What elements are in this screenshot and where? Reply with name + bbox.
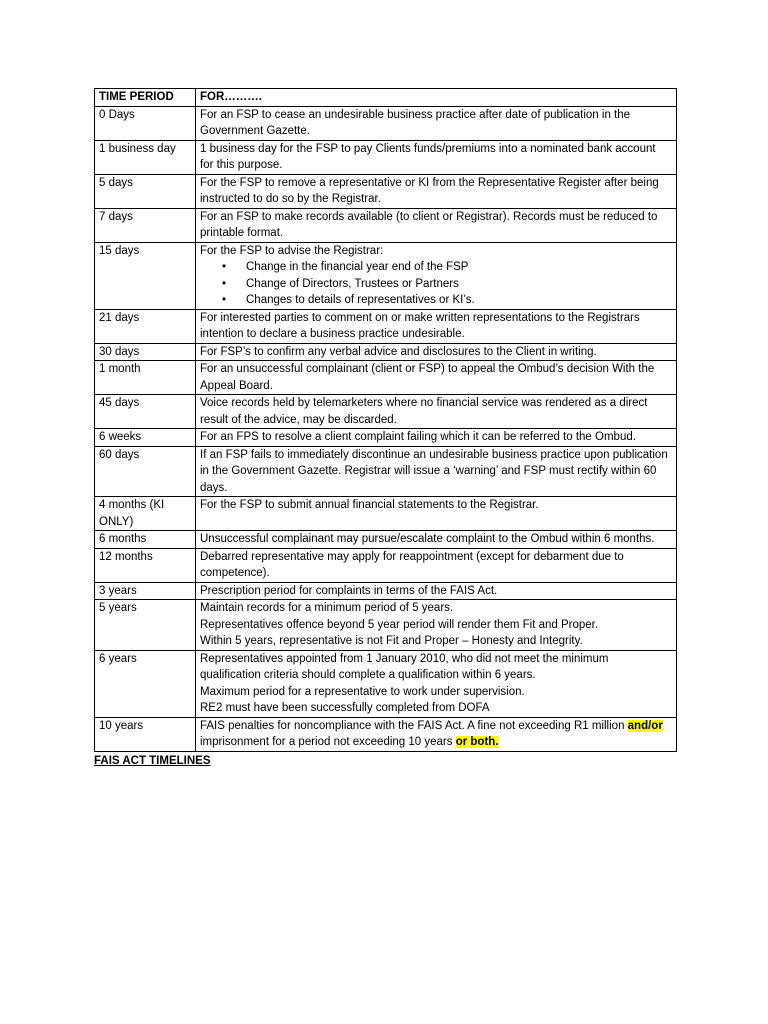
bullet-list <box>200 259 672 309</box>
cell-description: For the FSP to submit annual financial statements to the Registrar. <box>196 497 677 531</box>
list-item: • Change of Directors, Trustees or Partners <box>246 276 672 293</box>
cell-description: For interested parties to comment on or make written representations to the Registrars intention to declare a business practice undesirable. <box>196 309 677 343</box>
cell-period: 30 days <box>95 343 196 361</box>
cell-period: 45 days <box>95 395 196 429</box>
cell-period: 7 days <box>95 208 196 242</box>
description-line: Maintain records for a minimum period of 5 years. <box>200 602 454 614</box>
cell-description: Debarred representative may apply for reappointment (except for debarment due to competence). <box>196 548 677 582</box>
cell-description: Voice records held by telemarketers where no financial service was rendered as a direct result of the advice, may be discarded. <box>196 395 677 429</box>
cell-description <box>196 600 677 651</box>
description-line: Maximum period for a representative to work under supervision. <box>200 685 525 698</box>
table-row <box>95 497 677 531</box>
cell-period: 6 weeks <box>95 429 196 447</box>
cell-period: 12 months <box>95 548 196 582</box>
cell-description: Unsuccessful complainant may pursue/escalate complaint to the Ombud within 6 months. <box>196 531 677 549</box>
list-item: • Changes to details of representatives or KI’s. <box>246 292 672 309</box>
cell-period: 3 years <box>95 582 196 600</box>
highlighted-text: and/or <box>627 719 663 732</box>
cell-period: 1 month <box>95 361 196 395</box>
table-row <box>95 717 677 751</box>
cell-period: 10 years <box>95 717 196 751</box>
description-line: Within 5 years, representative is not Fit and Proper – Honesty and Integrity. <box>200 635 583 647</box>
cell-period: 21 days <box>95 309 196 343</box>
table-row <box>95 446 677 497</box>
document-page <box>94 88 676 769</box>
table-row <box>95 548 677 582</box>
description-text: FAIS penalties for noncompliance with the FAIS Act. A fine not exceeding R1 million <box>200 719 628 732</box>
cell-description: For the FSP to remove a representative or KI from the Representative Register after being instructed to do so by the Registrar. <box>196 174 677 208</box>
cell-description: For an FSP to make records available (to client or Registrar). Records must be reduced to printable format. <box>196 208 677 242</box>
cell-description <box>196 650 677 717</box>
cell-period: 5 years <box>95 600 196 651</box>
table-row <box>95 429 677 447</box>
header-time-period: TIME PERIOD <box>95 89 196 107</box>
cell-period: 1 business day <box>95 140 196 174</box>
cell-period: 0 Days <box>95 106 196 140</box>
timelines-table <box>94 88 677 752</box>
cell-description: 1 business day for the FSP to pay Clients funds/premiums into a nominated bank account for this purpose. <box>196 140 677 174</box>
table-row <box>95 242 677 309</box>
table-row <box>95 174 677 208</box>
table-row <box>95 343 677 361</box>
table-row <box>95 106 677 140</box>
header-for: FOR………. <box>196 89 677 107</box>
description-text: imprisonment for a period not exceeding 10 years <box>200 736 456 748</box>
cell-period: 15 days <box>95 242 196 309</box>
cell-description <box>196 717 677 751</box>
highlighted-text: or both. <box>455 736 499 748</box>
cell-description: For an unsuccessful complainant (client or FSP) to appeal the Ombud’s decision With the Appeal Board. <box>196 361 677 395</box>
table-row <box>95 361 677 395</box>
cell-description: For FSP’s to confirm any verbal advice and disclosures to the Client in writing. <box>196 343 677 361</box>
table-row <box>95 208 677 242</box>
description-line: Representatives offence beyond 5 year period will render them Fit and Proper. <box>200 618 599 631</box>
description-line: Representatives appointed from 1 January 2010, who did not meet the minimum qualification criteria should complete a qualification within 6 years. <box>200 652 609 681</box>
table-row <box>95 600 677 651</box>
cell-description: For an FPS to resolve a client complaint failing which it can be referred to the Ombud. <box>196 429 677 447</box>
table-row <box>95 582 677 600</box>
table-row <box>95 531 677 549</box>
cell-period: 60 days <box>95 446 196 497</box>
cell-description: For an FSP to cease an undesirable business practice after date of publication in the Government Gazette. <box>196 106 677 140</box>
cell-period: 4 months (KI ONLY) <box>95 497 196 531</box>
cell-description <box>196 242 677 309</box>
cell-description: If an FSP fails to immediately discontinue an undesirable business practice upon publication in the Government Gazette. Registrar will issue a ‘warning’ and FSP must rectify within 60 days. <box>196 446 677 497</box>
cell-description-intro: For the FSP to advise the Registrar: <box>200 244 384 257</box>
table-row <box>95 140 677 174</box>
list-item: • Change in the financial year end of the FSP <box>246 259 672 276</box>
cell-period: 6 months <box>95 531 196 549</box>
document-caption: FAIS ACT TIMELINES <box>94 754 211 767</box>
table-row <box>95 309 677 343</box>
description-line: RE2 must have been successfully completed from DOFA <box>200 702 490 714</box>
table-row <box>95 650 677 717</box>
cell-period: 5 days <box>95 174 196 208</box>
table-header-row <box>95 89 677 107</box>
table-row <box>95 395 677 429</box>
cell-description: Prescription period for complaints in terms of the FAIS Act. <box>196 582 677 600</box>
cell-period: 6 years <box>95 650 196 717</box>
